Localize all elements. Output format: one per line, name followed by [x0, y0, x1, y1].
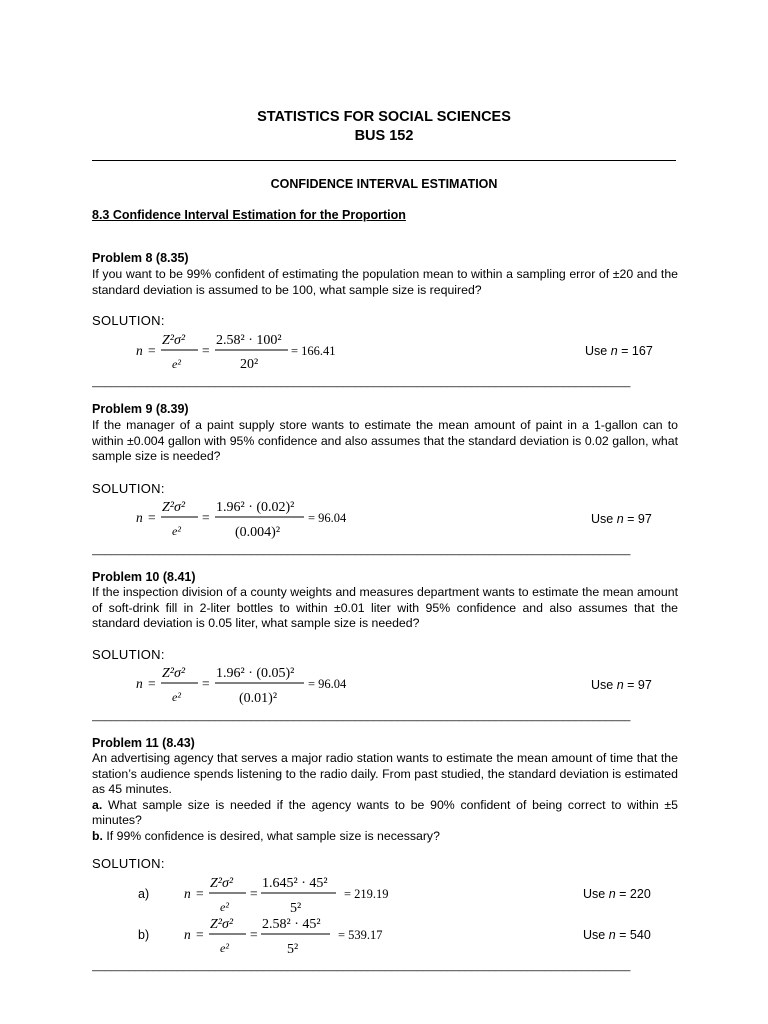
course-code: BUS 152 — [354, 128, 414, 144]
use-value — [583, 928, 651, 942]
part-label: a) — [138, 887, 150, 901]
use-var: n — [608, 928, 616, 942]
problem-text-body: If you want to be 99% confident of estimating the population mean to within a sampling error of ±20 and the standard deviation is assumed to be 100, what sample size is required? — [92, 267, 678, 297]
problem-part-b — [92, 829, 678, 845]
formula-n: n — [184, 886, 191, 901]
part-a-label: a. — [92, 797, 103, 812]
formula-eq: = — [148, 510, 156, 525]
part-a-text: What sample size is needed if the agency wants to be 90% confident of being correct to within ±5 minutes? — [92, 797, 678, 827]
formula-numerator: 1.96² · (0.05)² — [216, 666, 295, 681]
formula-denominator: 5² — [287, 942, 299, 957]
document-title: STATISTICS FOR SOCIAL SCIENCES — [257, 109, 511, 125]
sample-size-formula — [184, 871, 424, 917]
formula-numerator: 2.58² · 45² — [262, 917, 321, 932]
separator-line: ________________________________________________________________________________________ — [92, 961, 631, 972]
sample-size-formula — [136, 328, 376, 372]
use-value — [583, 887, 651, 901]
formula-result: = 219.19 — [344, 887, 389, 901]
formula-denominator: (0.01)² — [239, 691, 278, 706]
formula-n: n — [184, 927, 191, 942]
formula-denominator-general: e² — [172, 524, 181, 538]
part-label: b) — [138, 928, 150, 942]
section-title: CONFIDENCE INTERVAL ESTIMATION — [270, 177, 498, 191]
part-b-text: If 99% confidence is desired, what sample size is necessary? — [106, 828, 440, 843]
header-divider — [92, 160, 676, 161]
problem-text — [92, 418, 678, 465]
problem-heading: Problem 8 (8.35) — [92, 251, 189, 265]
use-var: n — [616, 678, 624, 692]
solution-label: SOLUTION: — [92, 481, 165, 496]
formula-eq: = — [196, 927, 204, 942]
problem-heading: Problem 10 (8.41) — [92, 570, 196, 584]
problem-text — [92, 267, 678, 298]
formula-eq: = — [202, 676, 210, 691]
use-number: = 167 — [621, 344, 653, 358]
use-label: Use — [591, 678, 614, 692]
formula-eq: = — [250, 927, 258, 942]
separator-line: ________________________________________________________________________________________ — [92, 545, 631, 556]
sample-size-formula — [136, 495, 376, 541]
solution-label: SOLUTION: — [92, 856, 165, 871]
problem-text — [92, 751, 678, 844]
subsection-title: 8.3 Confidence Interval Estimation for the Proportion — [92, 208, 406, 222]
formula-result: = 96.04 — [308, 511, 347, 525]
problem-text-body: If the manager of a paint supply store wants to estimate the mean amount of paint in a 1-gallon can to within ±0.004 gallon with 95% confidence and also assumes that the standard deviation is 0.02 gallon, what sample size is needed? — [92, 418, 678, 463]
problem-part-a — [92, 798, 678, 829]
part-b-label: b. — [92, 828, 103, 843]
use-number: = 97 — [627, 678, 652, 692]
problem-text-body: An advertising agency that serves a major radio station wants to estimate the mean amount of time that the station’s audience spends listening to the radio daily. From past studied, the standard deviation is estimated as 45 minutes. — [92, 751, 678, 796]
use-var: n — [616, 512, 624, 526]
solution-label: SOLUTION: — [92, 313, 165, 328]
formula-denominator-general: e² — [172, 357, 181, 371]
problem-heading: Problem 9 (8.39) — [92, 402, 189, 416]
problem-text-body: If the inspection division of a county weights and measures department wants to estimate the mean amount of soft-drink fill in 2-liter bottles to within ±0.01 liter with 95% confidence and also assumes that the standard deviation is 0.05 liter, what sample size is needed? — [92, 585, 678, 630]
use-number: = 220 — [619, 887, 651, 901]
use-value — [591, 678, 652, 692]
formula-eq: = — [196, 886, 204, 901]
use-label: Use — [591, 512, 614, 526]
use-var: n — [610, 344, 618, 358]
formula-n: n — [136, 676, 143, 691]
problem-heading: Problem 11 (8.43) — [92, 736, 195, 750]
use-number: = 97 — [627, 512, 652, 526]
formula-numerator-general: Z²σ² — [210, 876, 234, 891]
formula-denominator-general: e² — [172, 690, 181, 704]
use-value — [591, 512, 652, 526]
sample-size-formula — [136, 661, 376, 707]
use-label: Use — [583, 928, 606, 942]
formula-numerator-general: Z²σ² — [162, 333, 186, 348]
separator-line: ________________________________________________________________________________________ — [92, 377, 631, 388]
formula-denominator: 20² — [240, 357, 259, 372]
formula-denominator: 5² — [290, 901, 302, 916]
formula-denominator: (0.004)² — [235, 525, 281, 540]
separator-line: ________________________________________________________________________________________ — [92, 711, 631, 722]
formula-n: n — [136, 510, 143, 525]
formula-n: n — [136, 343, 143, 358]
formula-numerator: 1.96² · (0.02)² — [216, 500, 295, 515]
formula-eq: = — [148, 343, 156, 358]
use-label: Use — [583, 887, 606, 901]
formula-numerator: 1.645² · 45² — [262, 876, 328, 891]
formula-numerator: 2.58² · 100² — [216, 333, 282, 348]
sample-size-formula — [184, 912, 424, 958]
formula-result: = 539.17 — [338, 928, 383, 942]
use-number: = 540 — [619, 928, 651, 942]
formula-result: = 96.04 — [308, 677, 347, 691]
formula-numerator-general: Z²σ² — [162, 500, 186, 515]
use-var: n — [608, 887, 616, 901]
formula-eq: = — [250, 886, 258, 901]
formula-eq: = — [202, 343, 210, 358]
use-value — [585, 344, 653, 358]
formula-eq: = — [202, 510, 210, 525]
formula-result: = 166.41 — [291, 344, 336, 358]
formula-numerator-general: Z²σ² — [210, 917, 234, 932]
formula-eq: = — [148, 676, 156, 691]
use-label: Use — [585, 344, 608, 358]
formula-denominator-general: e² — [220, 900, 229, 914]
problem-text — [92, 585, 678, 632]
formula-numerator-general: Z²σ² — [162, 666, 186, 681]
solution-label: SOLUTION: — [92, 647, 165, 662]
formula-denominator-general: e² — [220, 941, 229, 955]
